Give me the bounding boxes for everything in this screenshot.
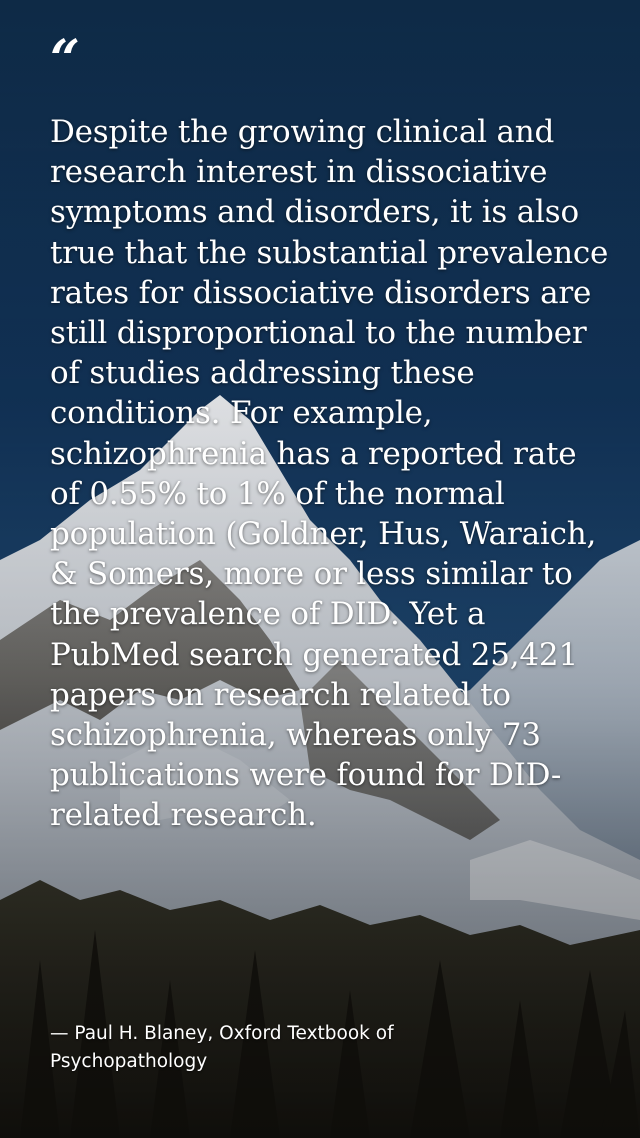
quote-attribution: — Paul H. Blaney, Oxford Textbook of Psychopathology [50,1023,394,1072]
quote-card [50,29,610,1072]
open-quote-icon: “ [50,29,76,90]
quote-text: Despite the growing clinical and research interest in dissociative symptoms and disorders, it is also true that the substantial prevalence rates for dissociative disorders are still disproportional to the number of studies addressing these conditions. For example, schizophrenia has a reported rate of 0.55% to 1% of the normal population (Goldner, Hus, Waraich, & Somers, more or less similar to the prevalence of DID. Yet a PubMed search generated 25,421 papers on research related to schizophrenia, whereas only 73 publications were found for DID-related research. [50,114,609,834]
